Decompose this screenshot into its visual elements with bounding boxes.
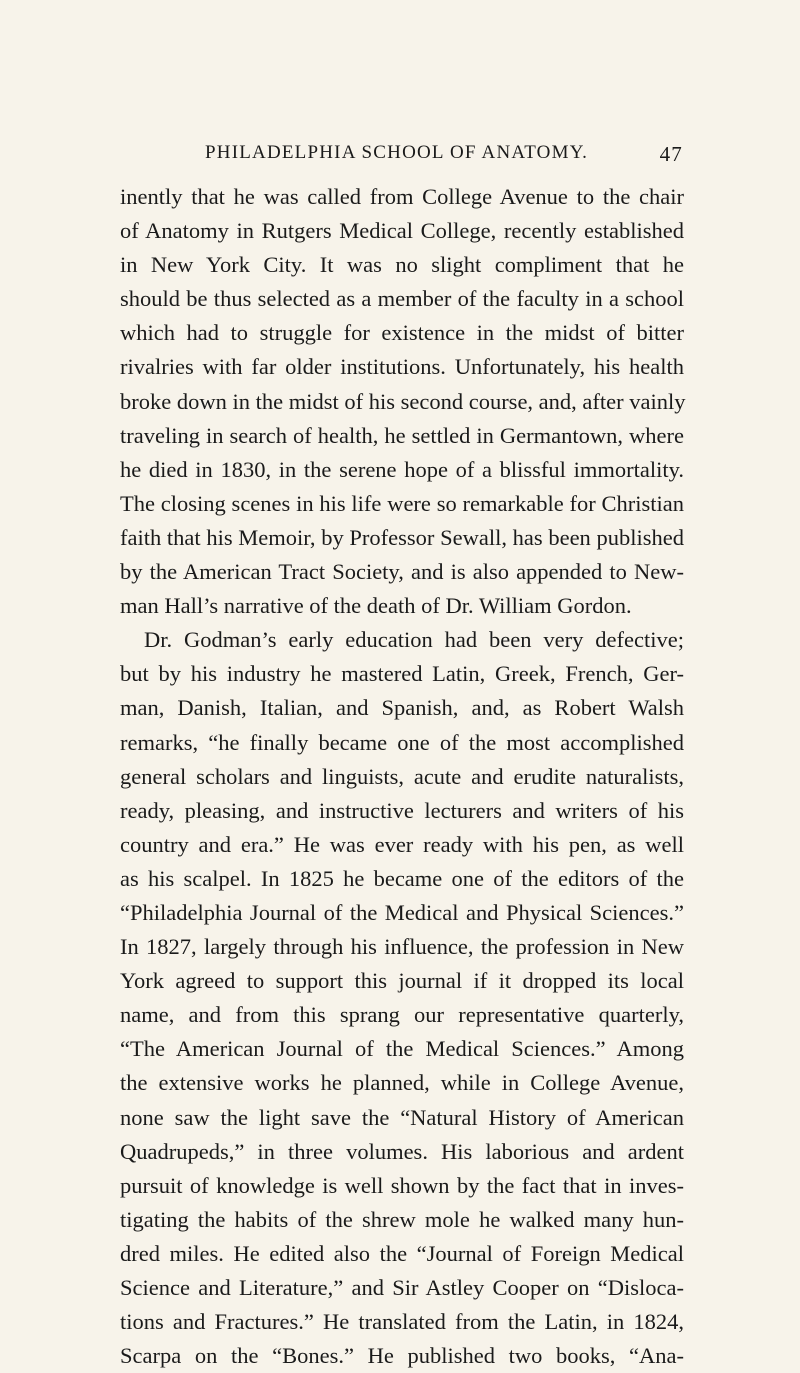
text-line: man, Danish, Italian, and Spanish, and, as Robert Walsh [120,695,684,721]
body-text [120,180,684,1373]
text-line: the extensive works he planned, while in College Avenue, [120,1070,684,1096]
text-line: should be thus selected as a member of the faculty in a school [120,286,684,312]
text-line: faith that his Memoir, by Professor Sewall, has been published [120,524,684,550]
text-line: none saw the light save the “Natural History of American [120,1104,684,1130]
text-line: “Philadelphia Journal of the Medical and Physical Sciences.” [120,899,684,925]
text-line: in New York City. It was no slight compliment that he [120,252,684,278]
text-line: rivalries with far older institutions. Unfortunately, his health [120,354,684,380]
text-line: traveling in search of health, he settled in Germantown, where [120,422,684,448]
text-line: general scholars and linguists, acute and erudite naturalists, [120,763,684,789]
text-line: by the American Tract Society, and is also appended to New- [120,559,684,585]
running-head [205,142,683,172]
text-line: of Anatomy in Rutgers Medical College, recently established [120,218,684,244]
running-title: PHILADELPHIA SCHOOL OF ANATOMY. [205,142,589,163]
text-line: Scarpa on the “Bones.” He published two books, “Ana- [120,1343,684,1369]
text-line: pursuit of knowledge is well shown by the fact that in inves- [120,1172,684,1198]
text-line: In 1827, largely through his influence, the profession in New [120,934,684,960]
page-number: 47 [659,142,683,166]
text-line: Science and Literature,” and Sir Astley Cooper on “Disloca- [120,1275,684,1300]
text-line: Quadrupeds,” in three volumes. His laborious and ardent [120,1138,684,1164]
text-line: ready, pleasing, and instructive lecturers and writers of his [120,797,684,823]
text-line: but by his industry he mastered Latin, Greek, French, Ger- [120,661,684,687]
text-line: name, and from this sprang our representative quarterly, [120,1002,684,1028]
text-line: “The American Journal of the Medical Sciences.” Among [120,1036,684,1062]
text-line: dred miles. He edited also the “Journal of Foreign Medical [120,1240,684,1266]
text-line: inently that he was called from College Avenue to the chair [120,184,684,209]
text-line: man Hall’s narrative of the death of Dr. William Gordon. [120,593,632,619]
text-line: remarks, “he finally became one of the most accomplished [120,729,684,755]
text-line: as his scalpel. In 1825 he became one of the editors of the [120,865,684,891]
text-line: broke down in the midst of his second course, and, after vainly [120,388,686,414]
text-line: which had to struggle for existence in the midst of bitter [120,320,684,346]
text-line: he died in 1830, in the serene hope of a blissful immortality. [120,456,684,482]
text-line: country and era.” He was ever ready with his pen, as well [120,831,684,857]
text-line: York agreed to support this journal if it dropped its local [120,968,684,994]
text-line-paragraph-start: Dr. Godman’s early education had been very defective; [144,627,684,653]
text-line: The closing scenes in his life were so remarkable for Christian [120,490,684,516]
text-line: tions and Fractures.” He translated from the Latin, in 1824, [120,1309,684,1335]
text-line: tigating the habits of the shrew mole he walked many hun- [120,1206,684,1232]
